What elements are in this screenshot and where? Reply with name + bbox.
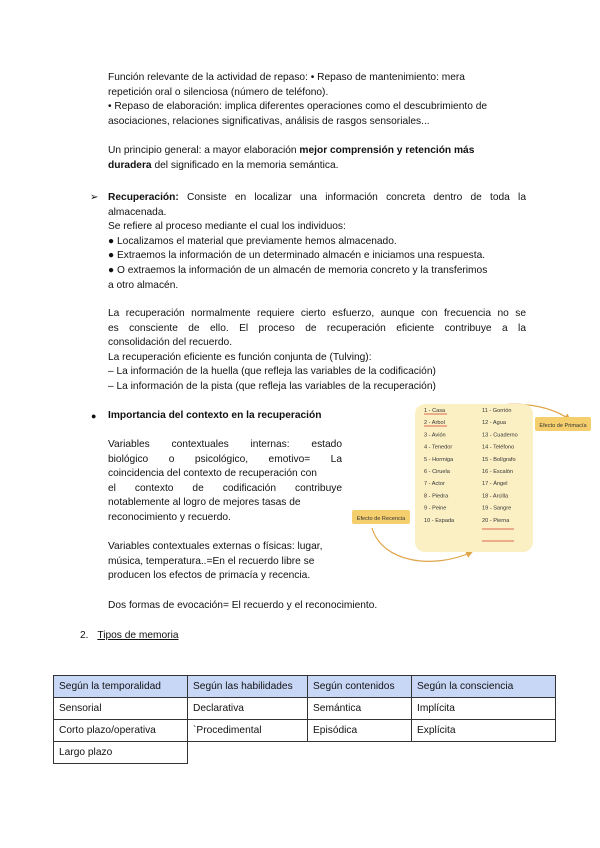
text-line: Variables contextuales internas: estado: [108, 439, 342, 450]
figure-word: 2 - Arbol: [424, 420, 445, 427]
table-empty-cell: [308, 742, 412, 764]
text-line: repetición oral o silenciosa (número de teléfono).: [108, 86, 329, 98]
table-cell: Corto plazo/operativa: [54, 720, 188, 742]
figure-word: 5 - Hormiga: [424, 456, 454, 463]
text-line: música, temperatura..=En el recuerdo libre se: [108, 555, 315, 567]
table-header-cell: Según contenidos: [308, 676, 412, 698]
text-line: producen los efectos de primacía y recencia.: [108, 570, 311, 582]
text-line: Variables contextuales externas o físicas: lugar,: [108, 541, 323, 552]
variables-externas: [108, 540, 348, 584]
principio-bold-2: duradera: [108, 159, 152, 171]
formas-evocacion: Dos formas de evocación= El recuerdo y el reconocimiento.: [108, 600, 378, 611]
figure-word: 15 - Bolígrafo: [482, 456, 516, 463]
serial-position-figure: [352, 402, 592, 570]
text-line: ● Localizamos el material que previamente hemos almacenado.: [108, 235, 397, 247]
table-cell: Implícita: [412, 698, 556, 720]
text-line: reconocimiento y recuerdo.: [108, 511, 231, 523]
text-line: La recuperación eficiente es función conjunta de (Tulving):: [108, 351, 372, 363]
figure-word: 11 - Gorrión: [482, 408, 512, 414]
figure-word: 16 - Escalón: [482, 469, 514, 475]
tipos-heading: [80, 629, 179, 644]
table-row: [54, 698, 556, 720]
text-line: – La información de la huella (que refleja las variables de la codificación): [108, 366, 436, 378]
figure-word: 19 - Sangre: [482, 505, 512, 512]
principio-pre: Un principio general: a mayor elaboración: [108, 145, 297, 156]
text-line: consolidación del recuerdo.: [108, 337, 233, 349]
text-line: La recuperación normalmente requiere cierto esfuerzo, aunque con frecuencia no se: [108, 308, 526, 319]
repaso-paragraph: [108, 71, 526, 129]
table-header-row: [54, 676, 556, 698]
figure-word: 13 - Cuaderno: [482, 432, 518, 439]
tipos-table: [53, 675, 556, 764]
figure-word: 14 - Teléfono: [482, 444, 515, 451]
table-cell: Explícita: [412, 720, 556, 742]
principio-bold-1: mejor comprensión y retención más: [299, 145, 475, 156]
figure-word: 18 - Arcilla: [482, 493, 509, 500]
figure-word: 20 - Pierna: [482, 517, 510, 524]
table-header-cell: Según las habilidades: [188, 676, 308, 698]
text-line: ● O extraemos la información de un almacén de memoria concreto y la transferimos: [108, 264, 488, 276]
table-row: [54, 720, 556, 742]
recuperacion-paragraph-2: [108, 307, 526, 395]
text-line: notablemente al logro de mejores tasas de: [108, 497, 301, 509]
tipos-title: Tipos de memoria: [97, 630, 179, 641]
bullet-dot-icon: ●: [91, 411, 97, 421]
table-cell: Declarativa: [188, 698, 308, 720]
table-header-cell: Según la temporalidad: [54, 676, 188, 698]
text-line: biológico o psicológico, emotivo= La: [108, 453, 342, 465]
text-line: es consciente de ello. El proceso de recuperación eficiente contribuye a la: [108, 322, 526, 334]
recencia-label: Efecto de Recencia: [356, 516, 406, 522]
text-line: el contexto de codificación contribuye: [108, 482, 342, 494]
figure-word: 1 - Casa: [424, 408, 446, 414]
text-line: Se refiere al proceso mediante el cual los individuos:: [108, 221, 346, 233]
principio-post: del significado en la memoria semántica.: [154, 159, 339, 171]
table-cell: `Procedimental: [188, 720, 308, 742]
table-cell: Sensorial: [54, 698, 188, 720]
text-line: – La información de la pista (que refleja las variables de la recuperación): [108, 380, 436, 392]
figure-word: 8 - Piedra: [424, 493, 449, 500]
table-cell: Largo plazo: [54, 742, 188, 764]
text-line: coincidencia del contexto de recuperación con: [108, 468, 317, 480]
recuperacion-section: [108, 191, 526, 293]
recuperacion-line1: Consiste en localizar una información concreta dentro de toda la: [186, 192, 526, 203]
text-line: asociaciones, relaciones significativas, análisis de rasgos sensoriales...: [108, 115, 430, 127]
figure-word: 17 - Ángel: [482, 481, 508, 488]
text-line: ● Extraemos la información de un determinado almacén e iniciamos una respuesta.: [108, 250, 486, 262]
table-empty-cell: [412, 742, 556, 764]
text-line: almacenada.: [108, 206, 167, 218]
figure-word: 3 - Avión: [424, 432, 446, 439]
figure-word: 4 - Tenedor: [424, 444, 453, 451]
figure-word: 9 - Peine: [424, 505, 447, 512]
figure-word: 7 - Actor: [424, 481, 445, 488]
arrow-bullet-icon: ➢: [90, 192, 99, 203]
table-cell: Semántica: [308, 698, 412, 720]
figure-word: 6 - Ciruela: [424, 469, 450, 475]
table-empty-cell: [188, 742, 308, 764]
recuperacion-first-line: [108, 191, 526, 206]
variables-internas: [108, 438, 342, 526]
text-line: a otro almacén.: [108, 279, 179, 291]
recuperacion-title: Recuperación:: [108, 192, 179, 203]
serial-position-svg: [352, 402, 592, 570]
table-row: [54, 742, 556, 764]
tipos-number: 2.: [80, 630, 89, 641]
figure-word: 10 - Espada: [424, 517, 455, 524]
text-line: • Repaso de elaboración: implica diferentes operaciones como el descubrimiento de: [108, 101, 488, 113]
primacia-label: Efecto de Primacía: [539, 423, 587, 429]
figure-word: 12 - Agua: [482, 420, 506, 427]
table-header-cell: Según la consciencia: [412, 676, 556, 698]
table-cell: Episódica: [308, 720, 412, 742]
text-line: Función relevante de la actividad de repaso: • Repaso de mantenimiento: mera: [108, 72, 465, 83]
principio-paragraph: [108, 144, 526, 173]
contexto-title: Importancia del contexto en la recuperación: [108, 410, 322, 421]
